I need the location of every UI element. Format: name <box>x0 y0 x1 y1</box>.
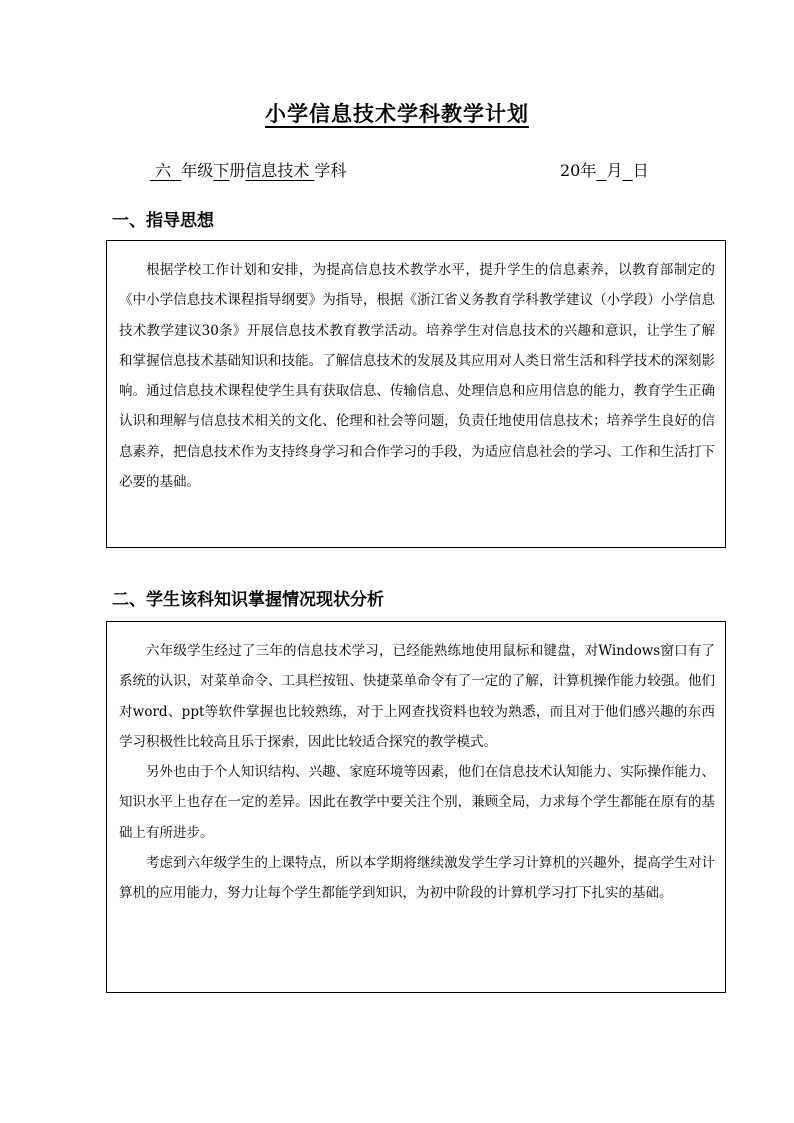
section-box-student-analysis <box>106 621 726 993</box>
date-year: 20 <box>560 161 581 180</box>
paragraph: 六年级学生经过了三年的信息技术学习，已经能熟练地使用鼠标和键盘，对Windows窗口有了系统的认识，对菜单命令、工具栏按钮、快捷菜单命令有了一定的了解，计算机操作能力较强。他们对word、ppt等软件掌握也比较熟练，对于上网查找资料也较为熟悉，而且对于他们感兴趣的东西学习积极性比较高且乐于探索，因此比较适合探究的教学模式。 <box>119 643 715 750</box>
date-day-blank <box>623 161 633 180</box>
document-title <box>0 98 794 128</box>
term-suffix: 册 <box>229 161 246 180</box>
paragraph: 考虑到六年级学生的上课特点，所以本学期将继续激发学生学习计算机的兴趣外，提高学生对计算机的应用能力，努力让每个学生都能学到知识，为初中阶段的计算机学习打下扎实的基础。 <box>119 855 715 902</box>
term-value: 下 <box>213 161 230 180</box>
document-meta-line <box>150 158 690 184</box>
date-day-text: 日 <box>632 161 649 180</box>
subject-value: 信息技术 <box>245 161 315 180</box>
grade-term-subject <box>150 158 346 181</box>
section-box-guiding-ideology <box>106 240 726 548</box>
document-title-text: 小学信息技术学科教学计划 <box>265 102 529 126</box>
date-line <box>560 158 649 181</box>
subject-suffix: 学科 <box>314 161 347 180</box>
grade-value: 六 <box>150 161 182 180</box>
paragraph: 另外也由于个人知识结构、兴趣、家庭环境等因素，他们在信息技术认知能力、实际操作能力、知识水平上也存在一定的差异。因此在教学中要关注个别，兼顾全局，力求每个学生都能在原有的基础上有所进步。 <box>119 764 715 841</box>
date-month-text: 月 <box>606 161 623 180</box>
date-year-text: 年 <box>580 161 597 180</box>
date-month-blank <box>596 161 606 180</box>
grade-suffix: 年级 <box>181 161 214 180</box>
section-heading-student-analysis: 二、学生该科知识掌握情况现状分析 <box>112 590 384 610</box>
paragraph: 根据学校工作计划和安排，为提高信息技术教学水平，提升学生的信息素养，以教育部制定的《中小学信息技术课程指导纲要》为指导，根据《浙江省义务教育学科教学建议（小学段）小学信息技术教学建议30条》开展信息技术教育教学活动。培养学生对信息技术的兴趣和意识，让学生了解和掌握信息技术基础知识和技能。了解信息技术的发展及其应用对人类日常生活和科学技术的深刻影响。通过信息技术课程使学生具有获取信息、传输信息、处理信息和应用信息的能力，教育学生正确认识和理解与信息技术相关的文化、伦理和社会等问题，负责任地使用信息技术；培养学生良好的信息素养，把信息技术作为支持终身学习和合作学习的手段，为适应信息社会的学习、工作和生活打下必要的基础。 <box>119 262 715 491</box>
section-heading-guiding-ideology: 一、指导思想 <box>112 211 214 231</box>
